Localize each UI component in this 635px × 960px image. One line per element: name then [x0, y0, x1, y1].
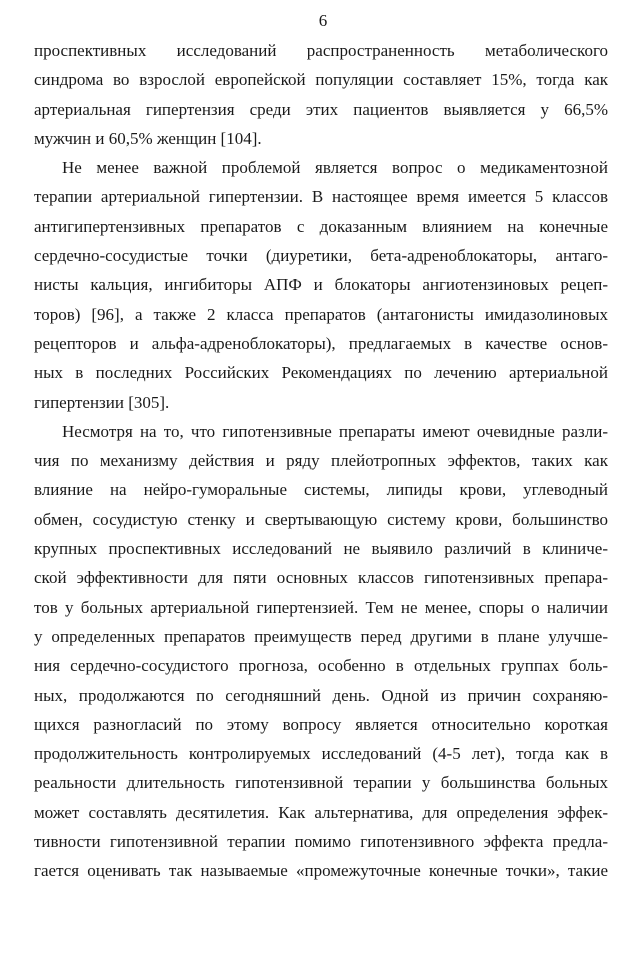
- text-line: ных в последних Российских Рекомендациях по лечению артериальной: [34, 363, 608, 383]
- text-line: ния сердечно-сосудистого прогноза, особенно в отдельных группах боль-: [34, 656, 608, 676]
- text-line: гипертензии [305].: [34, 392, 170, 412]
- document-page: [34, 10, 608, 886]
- text-line: чия по механизму действия и ряду плейотропных эффектов, таких как: [34, 451, 608, 471]
- text-line: синдрома во взрослой европейской популяции составляет 15%, тогда как: [34, 70, 608, 90]
- text-line: может составлять десятилетия. Как альтернатива, для определения эффек-: [34, 802, 608, 822]
- text-line: тов у больных артериальной гипертензией. Тем не менее, споры о наличии: [34, 597, 608, 617]
- text-line: терапии артериальной гипертензии. В настоящее время имеется 5 классов: [34, 187, 608, 207]
- text-line: Не менее важной проблемой является вопрос о медикаментозной: [62, 158, 608, 178]
- text-line: влияние на нейро-гуморальные системы, липиды крови, углеводный: [34, 480, 608, 500]
- text-line: обмен, сосудистую стенку и свертывающую систему крови, большинство: [34, 509, 608, 529]
- text-line: сердечно-сосудистые точки (диуретики, бета-адреноблокаторы, антаго-: [34, 246, 608, 266]
- paragraph: [34, 417, 608, 886]
- text-line: мужчин и 60,5% женщин [104].: [34, 128, 262, 148]
- text-line: продолжительность контролируемых исследований (4-5 лет), тогда как в: [34, 744, 608, 764]
- text-line: у определенных препаратов преимуществ перед другими в плане улучше-: [34, 626, 608, 646]
- text-line: щихся разногласий по этому вопросу является относительно короткая: [34, 714, 608, 734]
- text-line: ных, продолжаются по сегодняшний день. Одной из причин сохраняю-: [34, 685, 608, 705]
- paragraph: [34, 36, 608, 153]
- text-line: нисты кальция, ингибиторы АПФ и блокаторы ангиотензиновых рецеп-: [34, 275, 608, 295]
- text-line: проспективных исследований распространенность метаболического: [34, 41, 608, 60]
- text-line: артериальная гипертензия среди этих пациентов выявляется у 66,5%: [34, 99, 608, 119]
- text-line: ской эффективности для пяти основных классов гипотензивных препара-: [34, 568, 608, 588]
- text-line: гается оценивать так называемые «промежуточные конечные точки», такие: [34, 861, 608, 881]
- text-line: тивности гипотензивной терапии помимо гипотензивного эффекта предла-: [34, 832, 608, 852]
- text-line: крупных проспективных исследований не выявило различий в клиниче-: [34, 539, 608, 559]
- page-number: 6: [318, 11, 328, 30]
- text-line: антигипертензивных препаратов с доказанным влиянием на конечные: [34, 216, 608, 236]
- text-line: Несмотря на то, что гипотензивные препараты имеют очевидные разли-: [62, 421, 608, 441]
- text-line: торов) [96], а также 2 класса препаратов (антагонисты имидазолиновых: [34, 304, 608, 324]
- paragraph: [34, 153, 608, 417]
- text-line: реальности длительность гипотензивной терапии у большинства больных: [34, 773, 608, 793]
- text-line: рецепторов и альфа-адреноблокаторы), предлагаемых в качестве основ-: [34, 333, 608, 353]
- body-text: [34, 36, 608, 886]
